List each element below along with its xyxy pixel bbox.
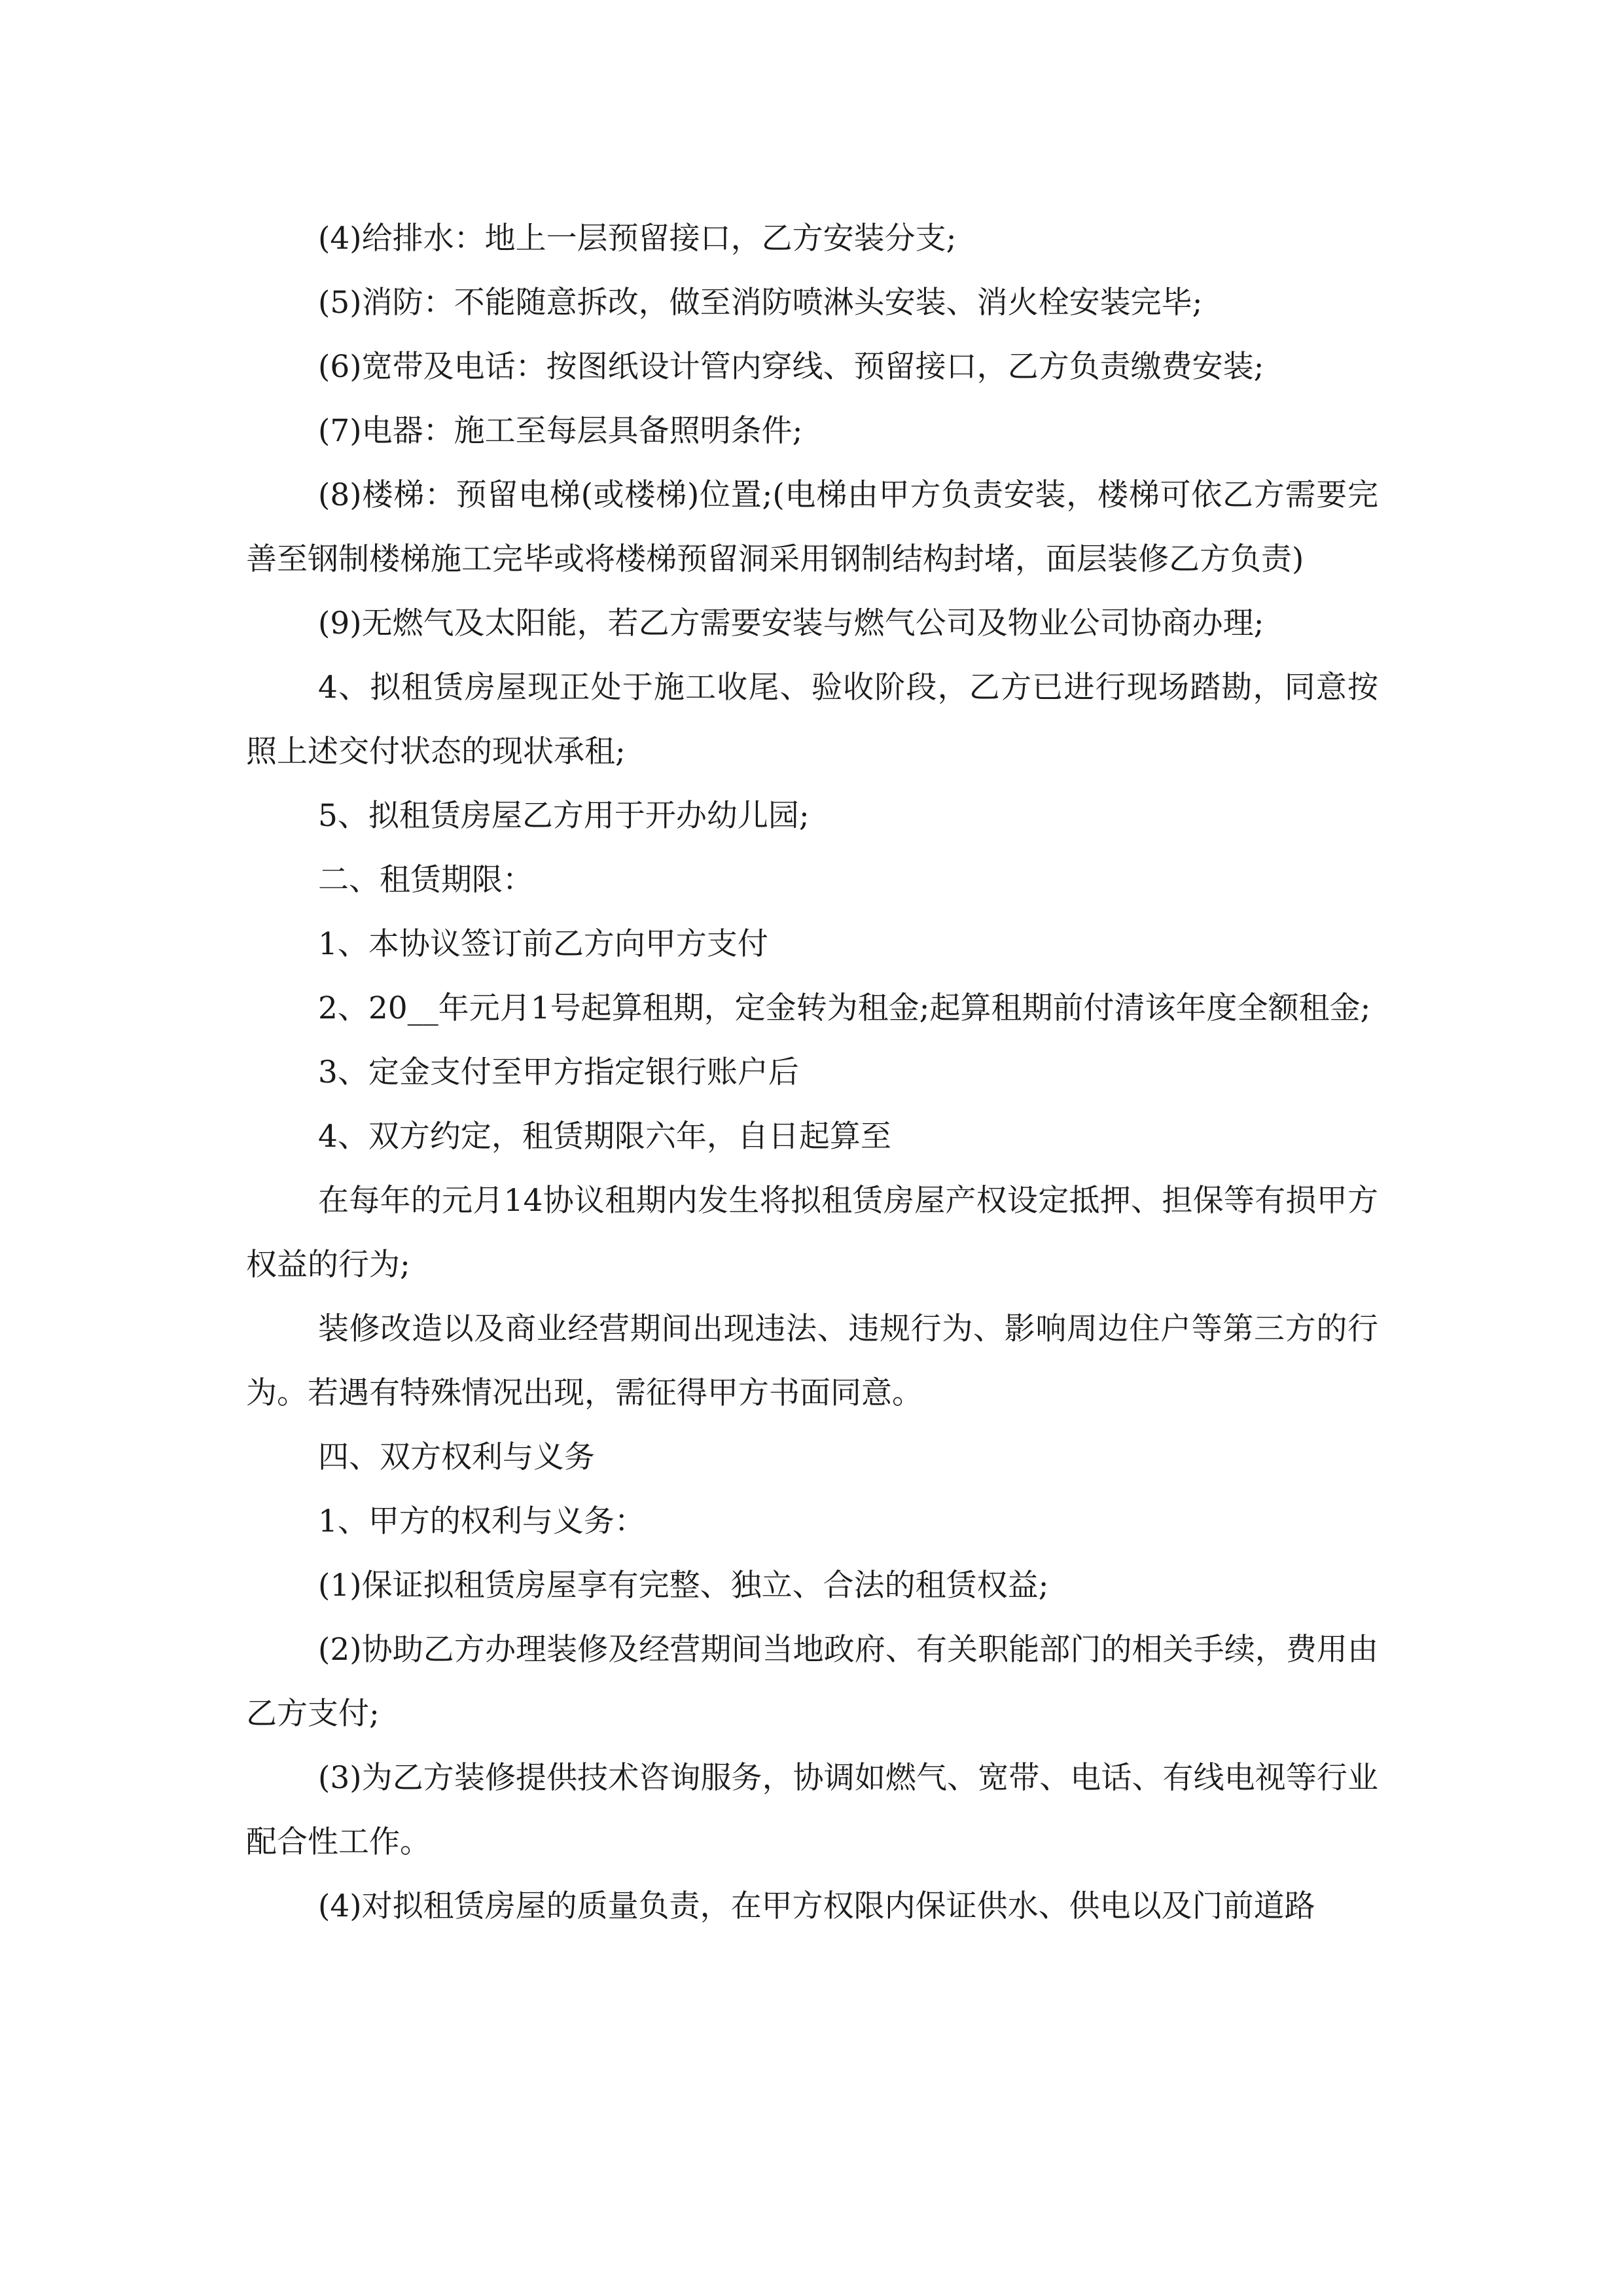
paragraph-electrical: (7)电器：施工至每层具备照明条件; [318, 413, 803, 449]
paragraph-lease-duration: 4、双方约定，租赁期限六年，自日起算至 [318, 1119, 891, 1155]
paragraph-lease-start: 2、20__年元月1号起算租期，定金转为租金;起算租期前付清该年度全额租金; [318, 990, 1371, 1026]
section-heading-rights-obligations: 四、双方权利与义务 [318, 1439, 595, 1475]
paragraph-lease-rights: (1)保证拟租赁房屋享有完整、独立、合法的租赁权益; [318, 1568, 1049, 1604]
paragraph-broadband-phone: (6)宽带及电话：按图纸设计管内穿线、预留接口，乙方负责缴费安装; [318, 349, 1264, 385]
paragraph-current-status: 4、拟租赁房屋现正处于施工收尾、验收阶段，乙方已进行现场踏勘，同意按照上述交付状态的现状承租; [246, 670, 1378, 770]
document-body [246, 207, 1378, 1939]
paragraph-fire-protection: (5)消防：不能随意拆改，做至消防喷淋头安装、消火栓安装完毕; [318, 285, 1203, 321]
subheading-party-a-rights: 1、甲方的权利与义务： [318, 1503, 645, 1539]
paragraph-deposit: 1、本协议签订前乙方向甲方支付 [318, 926, 768, 962]
paragraph-stairs-elevator: (8)楼梯：预留电梯(或楼梯)位置;(电梯由甲方负责安装，楼梯可依乙方需要完善至钢制楼梯施工完毕或将楼梯预留洞采用钢制结构封堵，面层装修乙方负责) [246, 477, 1378, 577]
paragraph-gas-solar: (9)无燃气及太阳能，若乙方需要安装与燃气公司及物业公司协商办理; [318, 605, 1264, 641]
paragraph-usage: 5、拟租赁房屋乙方用于开办幼儿园; [318, 798, 810, 834]
section-heading-lease-term: 二、租赁期限： [318, 862, 533, 898]
paragraph-deposit-payment: 3、定金支付至甲方指定银行账户后 [318, 1054, 799, 1090]
paragraph-violations-clause: 装修改造以及商业经营期间出现违法、违规行为、影响周边住户等第三方的行为。若遇有特殊情况出现，需征得甲方书面同意。 [246, 1311, 1378, 1411]
paragraph-quality-responsibility: (4)对拟租赁房屋的质量负责，在甲方权限内保证供水、供电以及门前道路 [318, 1888, 1315, 1924]
paragraph-technical-consulting: (3)为乙方装修提供技术咨询服务，协调如燃气、宽带、电话、有线电视等行业配合性工作。 [246, 1760, 1378, 1860]
paragraph-assist-procedures: (2)协助乙方办理装修及经营期间当地政府、有关职能部门的相关手续，费用由乙方支付; [246, 1632, 1378, 1732]
paragraph-mortgage-clause: 在每年的元月14协议租期内发生将拟租赁房屋产权设定抵押、担保等有损甲方权益的行为; [246, 1183, 1378, 1283]
paragraph-water-supply: (4)给排水：地上一层预留接口，乙方安装分支; [318, 221, 957, 257]
